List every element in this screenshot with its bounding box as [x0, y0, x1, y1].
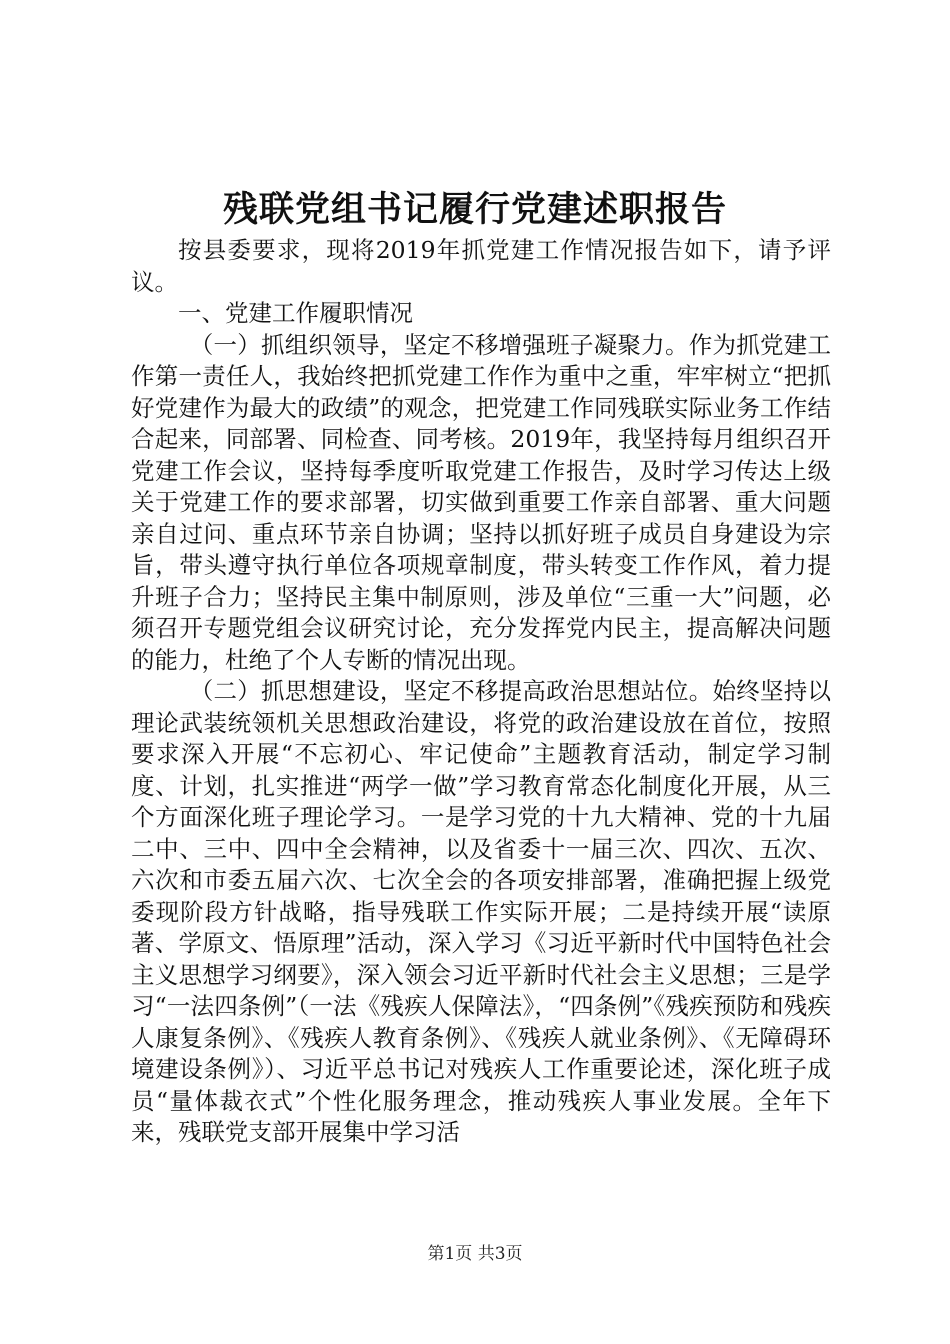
- section-heading: 一、党建工作履职情况: [178, 299, 413, 327]
- body-paragraph-1: （一）抓组织领导，坚定不移增强班子凝聚力。作为抓党建工作第一责任人，我始终把抓党建工作作为重中之重，牢牢树立“把抓好党建作为最大的政绩”的观念，把党建工作同残联实际业务工作结合起来，同部署、同检查、同考核。2019年，我坚持每月组织召开党建工作会议，坚持每季度听取党建工作报告，及时学习传达上级关于党建工作的要求部署，切实做到重要工作亲自部署、重大问题亲自过问、重点环节亲自协调；坚持以抓好班子成员自身建设为宗旨，带头遵守执行单位各项规章制度，带头转变工作作风，着力提升班子合力；坚持民主集中制原则，涉及单位“三重一大”问题，必须召开专题党组会议研究讨论，充分发挥党内民主，提高解决问题的能力，杜绝了个人专断的情况出现。: [131, 330, 831, 674]
- page-number: 第1页 共3页: [427, 1244, 523, 1264]
- document-title: 残联党组书记履行党建述职报告: [222, 189, 727, 230]
- body-paragraph-2: （二）抓思想建设，坚定不移提高政治思想站位。始终坚持以理论武装统领机关思想政治建设，将党的政治建设放在首位，按照要求深入开展“不忘初心、牢记使命”主题教育活动，制定学习制度、计划，扎实推进“两学一做”学习教育常态化制度化开展，从三个方面深化班子理论学习。一是学习党的十九大精神、党的十九届二中、三中、四中全会精神，以及省委十一届三次、四次、五次、六次和市委五届六次、七次全会的各项安排部署，准确把握上级党委现阶段方针战略，指导残联工作实际开展；二是持续开展“读原著、学原文、悟原理”活动，深入学习《习近平新时代中国特色社会主义思想学习纲要》，深入领会习近平新时代社会主义思想；三是学习“一法四条例”（一法《残疾人保障法》，“四条例”《残疾预防和残疾人康复条例》、《残疾人教育条例》、《残疾人就业条例》、《无障碍环境建设条例》）、习近平总书记对残疾人工作重要论述，深化班子成员“量体裁衣式”个性化服务理念，推动残疾人事业发展。全年下来，残联党支部开展集中学习活: [131, 677, 831, 1146]
- intro-paragraph: 按县委要求，现将2019年抓党建工作情况报告如下，请予评议。: [131, 236, 831, 296]
- document-body: [131, 235, 831, 1149]
